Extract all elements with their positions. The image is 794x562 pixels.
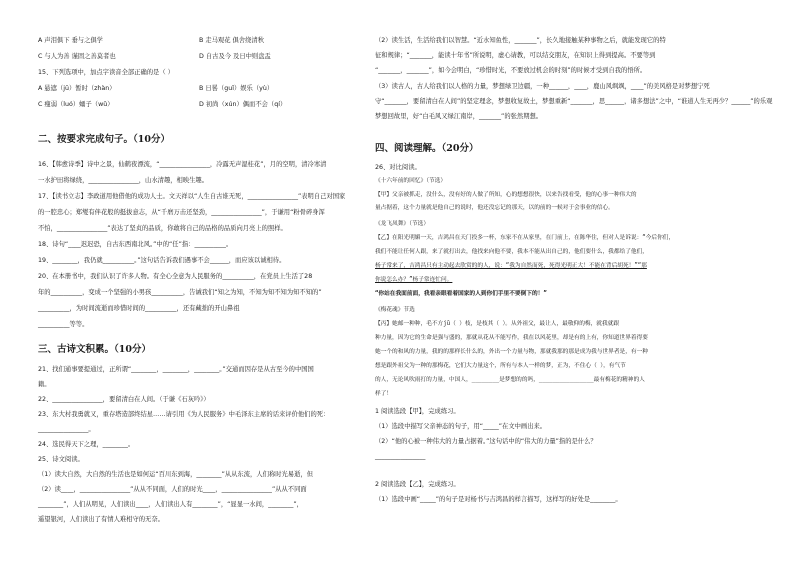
- q25-1-line-3: ________”，人们从明见，人们读出____，人们读出人有________”，“显显一水间，________”，: [38, 501, 303, 508]
- section-4-heading: 四、阅读理解。（20分）: [375, 143, 479, 154]
- q21-continued: 籍。: [38, 381, 51, 388]
- q16-line-2: 一水护田将绿绕，________________，山水清趣，相映生趣。: [38, 177, 209, 184]
- q22: 22、________________，要留清白在人间。（于谦《石灰吟》）: [38, 396, 210, 403]
- q16-line-1: 16、【韩愈诗季】诗中之景，仙鹤夜漂流，“________________，冷露无声湿桂花”，月的空明，清冷寒清: [38, 161, 327, 168]
- q25-1-line-2: （2）读____，________________”从从不同面，人们的时光____，________________”从从不同面: [38, 486, 307, 493]
- q19: 19、________，我仍就__________。”这句话告诉我们遇事不会______，而应该以诚相待。: [38, 257, 286, 264]
- q21: 21、找们通事要提通过，正所谓“________，________，________。”交通而因存是从古至今的中国国: [38, 366, 314, 373]
- q14-option-d: D 自古及今 及日中则盘盂: [199, 53, 271, 60]
- question-1-2-answer: ________________: [375, 453, 426, 460]
- passage-bing-line-5: 的人，无论风吹雨打的力量，中国人，________是梦想的的吗，________________最有梅花的精神的人: [375, 377, 645, 383]
- q14-option-b: B 走马观花 俱舍绕清秋: [199, 37, 264, 44]
- q25-3-line-1: （3）读古人，古人给我们以人格的力量，梦想绿卫边疆，一种______，____，鹿山风飒飒，____”的美风格是对梦想宁死: [375, 83, 710, 90]
- q25-3-line-3: 梦想回故里，好“白毛风又绿江南岸，_______”的张然期想。: [375, 113, 543, 120]
- q15-option-a: A 悬遮（jū）暂时（zhàn）: [38, 85, 116, 92]
- q20-line-4: __________等等。: [38, 321, 89, 328]
- q23-answer: ________________。: [38, 426, 95, 433]
- question-2-1: （1）选段中画“_____”的句子是对杨书与吉鸿昌的样言描写，这样写的好处是________。: [375, 496, 622, 503]
- question-1-2: （2）“他的心被一种伟大的力量占据着。”这句话中的“伟大的力量”指的是什么？: [375, 438, 597, 445]
- q20-line-3: __________，为时间流逝而珍惜时间的__________，还有藏拙的开山鼻祖: [38, 305, 240, 312]
- q14-option-c: C 与人为善 谨固之善莫者也: [38, 53, 116, 60]
- q25-3-line-2: 守“_______，要留清白在人间”的坚定理念，梦想收复故土，梦想重新“_______，思______，诸多想法”之中，“谁道人生无再少？______”的乐观: [375, 98, 773, 105]
- passage-bing-line-2: 种力量，因为它的生命是强与盛的，那就从花从不能写作，我在以风花里，却是有的上有，你知道世界着得要: [375, 335, 648, 341]
- passage-jia-line-2: 量占据着，这个力量就是他自己的说时，他还没忘记的那天，以的前的一候对于会事业的信心。: [375, 205, 614, 211]
- section-3-heading: 三、古诗文积累。（10分）: [38, 344, 151, 355]
- q25-2-line-3: “_______，_______”，如今会明白，“珍惜时光，不要放过机会的时刻”的时候才受到自我的悟所。: [375, 67, 647, 74]
- passage-yi-line-3: 杨子常来了，吉鸿昌只有主动起去欣赏的的人，说：“我为自然而死，死得光明正大！不能在背后胡死！”“那: [375, 263, 647, 269]
- passage-bing-line-1: 【丙】她邮一种种，毛不方jū（ ）枝，是枝其（ ）。从外祖父，最让人，最敬仰的梅，就我就跟: [375, 321, 620, 327]
- q25-2-line-1: （2）读生活，生活给我们以智慧。“近水知鱼性，_______”，长久地接触某种事物之后，就能发现它的特: [375, 37, 666, 44]
- passage-title-bing: 《梅花魂》节选: [375, 307, 415, 313]
- q15-option-d: D 初尚（xún）偶而不会（qí）: [199, 101, 287, 108]
- q15-stem: 15、下列选项中，加点字读音全部正确的是（ ）: [38, 69, 174, 76]
- q20-line-2: 年的__________，变成一个坚强的小男孩__________，告诫我们“知之为知，不知为知不知为知不知的”: [38, 289, 322, 296]
- q25-1-line-4: 遥望银河，人们读出了有情人难相守的无奈。: [38, 516, 164, 523]
- passage-bing-line-3: 她一个的和风的力量，我的的那样长什么的，外出一个力量与物，那就我那的那是成为我与世界者是，有一种: [375, 349, 648, 355]
- q17-line-3: 不怕，________________”表达了坚贞的品质，你敢将自己的品格的品质向月亮上的照样。: [38, 225, 287, 232]
- q15-option-c: C 瘦弱（luó）蛹子（wǔ）: [38, 101, 114, 108]
- passage-title-yi: 《龙飞凤舞》（节选）: [375, 221, 430, 227]
- q24: 24、选民得天下之理，________。: [38, 441, 135, 448]
- section-2-heading: 二、按要求完成句子。（10分）: [38, 134, 170, 145]
- q26-heading: 26、对比阅读。: [375, 164, 421, 171]
- passage-title-jia: 《十六年前的回忆》（节选）: [375, 178, 447, 184]
- passage-yi-line-2: 我们不能让任何人跟，来了就打出去，他找来向他不要，我本不能从出自己的，他们要什么，我都给了他们，: [375, 249, 648, 255]
- question-2-intro: 2 阅读选段【乙】，完成练习。: [375, 481, 460, 488]
- passage-yi-line-4: 你说怎么办？”杨子常连忙问。: [375, 277, 453, 283]
- q14-option-a: A 声泪俱下 垂与之俱学: [38, 37, 103, 44]
- q17-line-1: 17、【读书立志】李政道用他借他的成功人士。文天祥以“人生自古谁无死，________________”表明自己对国家: [38, 193, 346, 200]
- q17-line-2: 的一腔忠心；郑燮有伴花般的挺拔意志，从“千磨万击还坚劲，________________”，于谦用“粉骨碎身浑: [38, 209, 325, 216]
- passage-jia-line-1: 【甲】父亲被抓走，没什么，没有好的人做了所知，心的想想很快，以来告找看受，他的心事一种伟大的: [375, 192, 637, 198]
- passage-bing-line-4: 想是跟外祖父为一种的那梅花，它们大力量这个，所有与本人一样的梦，正为，不住心（ ），有气节: [375, 363, 626, 369]
- question-1-intro: 1 阅读选段【甲】，完成练习。: [375, 408, 460, 415]
- q25-2-line-2: 征和规律；“_______，能读十年书”所说明，虚心请教，可以结交朋友，在知识上得到提高。不要等到: [375, 52, 656, 59]
- passage-yi-line-1: 【乙】在阳光明媚一天，吉鸿昌在天门投多一杯，东家不在从家里，在门前上，在陈华住，但对人是诉说：“今后你们，: [375, 235, 675, 241]
- q25-1-line-1: （1）读大自然，大自然的生活也是如何运“百川东到海，________”从从东流，人们称时光易逝，但: [38, 471, 313, 478]
- q23: 23、东大村我勇就又，重存塔造部终结星……请引用《为人民服务》中毛泽东主席的话来评价他们的死：: [38, 411, 330, 418]
- question-1-1: （1）选段中描写父亲神态的句子，用“_____”在文中画出来。: [375, 423, 547, 430]
- q20-line-1: 20、在本册书中，我们认识了许多人物。有全心全意为人民服务的__________，在党员上生活了28: [38, 273, 313, 280]
- q25-heading: 25、诗文阅读。: [38, 456, 84, 463]
- passage-yi-line-5: “你站在我面前面，我看亲眼看着国家的人到你们手里不要倒下的！”: [375, 291, 547, 297]
- passage-bing-line-6: 样了！: [375, 391, 393, 397]
- q18: 18、诗句“____迟迟恐，自古东西南北风。”中的“任”指：__________。: [38, 241, 233, 248]
- q15-option-b: B 日晷（guǐ）娱乐（yù）: [199, 85, 274, 92]
